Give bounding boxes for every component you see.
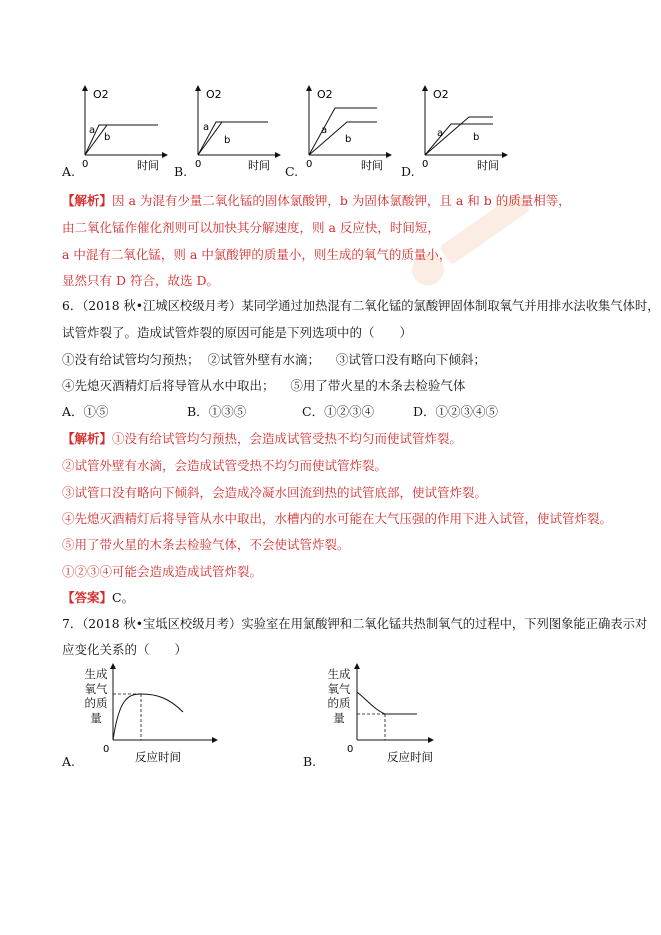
line-b xyxy=(309,122,377,155)
q6-items-row-2: ④先熄灭酒精灯后将导管从水中取出； ⑤用了带火星的木条去检验气体 xyxy=(62,378,466,393)
q5-analysis-line-4: 显然只有 D 符合，故选 D。 xyxy=(62,273,219,288)
q7-option-a[interactable]: A. xyxy=(62,754,76,769)
y-label-line: 氧气 xyxy=(327,681,351,696)
option-d[interactable]: D. xyxy=(401,164,415,179)
option-text: ①⑤ xyxy=(83,404,109,419)
line-a xyxy=(309,108,377,155)
option-text: ①③⑤ xyxy=(208,404,247,419)
x-label: 反应时间 xyxy=(387,750,433,764)
watermark xyxy=(394,170,551,305)
q6-answer-value: C。 xyxy=(112,590,135,605)
y-label-line: 生成 xyxy=(327,667,351,681)
y-label-line: 氧气 xyxy=(84,681,108,696)
q6-analysis-line-4: ④先熄灭酒精灯后将导管从水中取出，水槽内的水可能在大气压强的作用下进入试管，使试管炸裂。 xyxy=(62,511,613,526)
q6-answer xyxy=(62,590,134,606)
q6-analysis-text: ①没有给试管均匀预热，会造成试管受热不均匀而使试管炸裂。 xyxy=(112,431,463,446)
label-b: b xyxy=(345,134,352,145)
label-a: a xyxy=(89,125,96,136)
option-b[interactable]: B. xyxy=(174,164,188,179)
y-label-line: 的质 xyxy=(84,696,108,710)
graph-d xyxy=(422,88,505,172)
line-b xyxy=(198,122,222,155)
origin: 0 xyxy=(195,159,202,170)
watermark-logo-icon xyxy=(394,170,551,305)
origin: 0 xyxy=(422,159,429,170)
label-b: b xyxy=(104,132,111,143)
y-label-line: 量 xyxy=(333,710,345,725)
y-label: O2 xyxy=(93,88,109,101)
q6-analysis-line-3: ③试管口没有略向下倾斜，会造成冷凝水回流到热的试管底部，使试管炸裂。 xyxy=(62,485,488,500)
x-label: 反应时间 xyxy=(135,750,181,764)
q7-stem-line-2: 应变化关系的（ ） xyxy=(62,642,188,657)
y-label-line: 生成 xyxy=(84,667,108,681)
graph-c xyxy=(306,88,389,172)
label-a: a xyxy=(437,128,444,139)
q5-analysis-tag: 【解析】 xyxy=(62,193,113,208)
q5-analysis-line-1 xyxy=(62,193,571,209)
origin: 0 xyxy=(347,744,354,755)
x-label: 时间 xyxy=(137,159,159,172)
q6-analysis-line-5: ⑤用了带火星的木条去检验气体，不会使试管炸裂。 xyxy=(62,537,350,552)
q7-graph-b xyxy=(347,666,433,764)
q6-analysis-line-2: ②试管外壁有水滴，会造成试管受热不均匀而使试管炸裂。 xyxy=(62,458,388,473)
q6-option-a[interactable] xyxy=(62,404,109,420)
q6-answer-tag: 【答案】 xyxy=(62,590,113,605)
q7-stem-line-1: 7．（2018 秋•宝坻区校级月考）实验室在用氯酸钾和二氧化锰共热制氧气的过程中，下列图象能正确表示对 xyxy=(62,617,648,631)
q6-stem-line-2: 试管炸裂了。造成试管炸裂的原因可能是下列选项中的（ ） xyxy=(62,325,413,340)
y-label: O2 xyxy=(206,88,222,101)
label-a: a xyxy=(203,122,210,133)
curve xyxy=(357,692,417,714)
curve xyxy=(113,694,183,740)
x-label: 时间 xyxy=(361,159,383,172)
graph-b xyxy=(195,88,278,172)
q6-option-b[interactable] xyxy=(187,404,246,420)
line-a xyxy=(425,124,493,155)
q5-analysis-text: 因 a 为混有少量二氧化锰的固体氯酸钾，b 为固体氯酸钾，且 a 和 b 的质量相等， xyxy=(112,193,571,208)
y-label: O2 xyxy=(433,88,449,101)
option-a[interactable]: A. xyxy=(62,164,76,179)
x-label: 时间 xyxy=(477,159,499,172)
option-letter: B． xyxy=(187,404,209,419)
q6-option-d[interactable] xyxy=(413,404,498,420)
q7-option-b[interactable]: B. xyxy=(303,754,317,769)
q7-graph-a-y-label xyxy=(84,667,108,725)
q6-analysis-line-6: ①②③④可能会造成造成试管炸裂。 xyxy=(62,564,263,579)
q7-graph-b-y-label xyxy=(327,667,351,725)
label-b: b xyxy=(224,135,231,146)
q6-option-c[interactable] xyxy=(302,404,374,420)
y-label-line: 量 xyxy=(90,710,102,725)
option-text: ①②③④⑤ xyxy=(435,404,499,419)
label-b: b xyxy=(473,132,480,143)
option-letter: C． xyxy=(302,404,325,419)
q5-analysis-line-2: 由二氧化锰作催化剂则可以加快其分解速度，则 a 反应快，时间短， xyxy=(62,220,440,235)
option-text: ①②③④ xyxy=(324,404,375,419)
option-letter: D． xyxy=(413,404,436,419)
option-c[interactable]: C. xyxy=(285,164,299,179)
y-label-line: 的质 xyxy=(327,696,351,710)
q5-graphs xyxy=(0,80,661,180)
q6-analysis-line-1 xyxy=(62,431,462,447)
graph-a xyxy=(82,88,165,172)
q5-analysis-line-3: a 中混有二氧化锰，则 a 中氯酸钾的质量小，则生成的氧气的质量小， xyxy=(62,247,452,262)
origin: 0 xyxy=(306,159,313,170)
x-label: 时间 xyxy=(248,159,270,172)
q6-stem-line-1: 6．（2018 秋•江城区校级月考）某同学通过加热混有二氧化锰的氯酸钾固体制取氧气并用排水法收集气体时， xyxy=(62,299,660,313)
q6-items-row-1: ①没有给试管均匀预热； ②试管外壁有水滴； ③试管口没有略向下倾斜； xyxy=(62,352,486,367)
label-a: a xyxy=(321,125,328,136)
q7-graph-a xyxy=(103,666,215,764)
origin: 0 xyxy=(103,744,110,755)
line-b xyxy=(425,117,493,155)
option-letter: A． xyxy=(62,404,84,419)
origin: 0 xyxy=(82,159,89,170)
q6-analysis-tag: 【解析】 xyxy=(62,431,113,446)
y-label: O2 xyxy=(317,88,333,101)
